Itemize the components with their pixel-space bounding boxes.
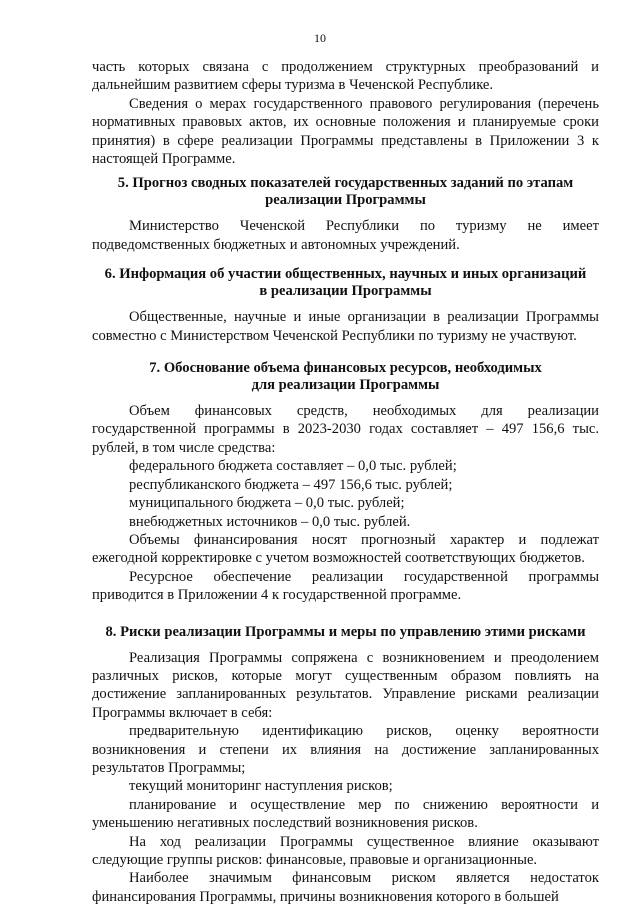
- document-body: [92, 58, 599, 906]
- paragraph-13: Наиболее значимым финансовым риском является недостаток финансирования Программы, причины возникновения которого в большей: [92, 870, 599, 905]
- section-7-heading: [92, 360, 599, 394]
- paragraph-11: планирование и осуществление мер по снижению вероятности и уменьшению негативных последствий возникновения рисков.: [92, 796, 599, 832]
- section-7-heading-line1: 7. Обоснование объема финансовых ресурсов, необходимых: [149, 360, 542, 377]
- section-6-heading: [92, 266, 599, 300]
- paragraph-8: Реализация Программы сопряжена с возникновением и преодолением различных рисков, которые могут существенным образом повлиять на достижение запланированных результатов. Управление рисками реализации Программы включает в себя:: [92, 649, 599, 721]
- section-7-heading-line2: для реализации Программы: [251, 377, 440, 394]
- paragraph-1: часть которых связана с продолжением структурных преобразований и дальнейшим развитием сферы туризма в Чеченской Республике.: [92, 59, 599, 94]
- page-number: 10: [314, 31, 326, 45]
- section-6-heading-line1: 6. Информация об участии общественных, научных и иных организаций: [104, 266, 587, 283]
- paragraph-4: Общественные, научные и иные организации в реализации Программы совместно с Министерством Чеченской Республики по туризму не участвуют.: [92, 309, 599, 344]
- list-item: внебюджетных источников – 0,0 тыс. рублей.: [129, 513, 411, 530]
- paragraph-2: Сведения о мерах государственного правового регулирования (перечень нормативных правовых актов, их основные положения и планируемые сроки принятия) в сфере реализации Программы представлены в Приложении 3 к настоящей Программе.: [92, 95, 599, 168]
- section-5-heading-line2: реализации Программы: [265, 192, 426, 209]
- list-item: федерального бюджета составляет – 0,0 тыс. рублей;: [129, 458, 457, 475]
- paragraph-9: предварительную идентификацию рисков, оценку вероятности возникновения и степени их влияния на достижение запланированных результатов Программы;: [92, 723, 599, 776]
- section-6-heading-line2: в реализации Программы: [259, 283, 432, 300]
- section-5-heading-line1: 5. Прогноз сводных показателей государственных заданий по этапам: [117, 175, 574, 192]
- paragraph-12: На ход реализации Программы существенное влияние оказывают следующие группы рисков: финансовые, правовые и организационные.: [92, 833, 599, 868]
- paragraph-5: Объем финансовых средств, необходимых для реализации государственной программы в 2023-2030 годах составляет – 497 156,6 тыс. рублей, в том числе средства:: [92, 403, 599, 456]
- paragraph-3: Министерство Чеченской Республики по туризму не имеет подведомственных бюджетных и автономных учреждений.: [92, 218, 599, 253]
- list-item: республиканского бюджета – 497 156,6 тыс. рублей;: [129, 476, 453, 493]
- list-item: муниципального бюджета – 0,0 тыс. рублей;: [129, 495, 405, 512]
- paragraph-6: Объемы финансирования носят прогнозный характер и подлежат ежегодной корректировке с учетом возможностей соответствующих бюджетов.: [92, 531, 599, 567]
- section-8-heading: 8. Риски реализации Программы и меры по управлению этими рисками: [105, 623, 586, 640]
- paragraph-10: текущий мониторинг наступления рисков;: [129, 778, 393, 795]
- section-5-heading: [92, 175, 599, 209]
- paragraph-7: Ресурсное обеспечение реализации государственной программы приводится в Приложении 4 к государственной программе.: [92, 568, 599, 604]
